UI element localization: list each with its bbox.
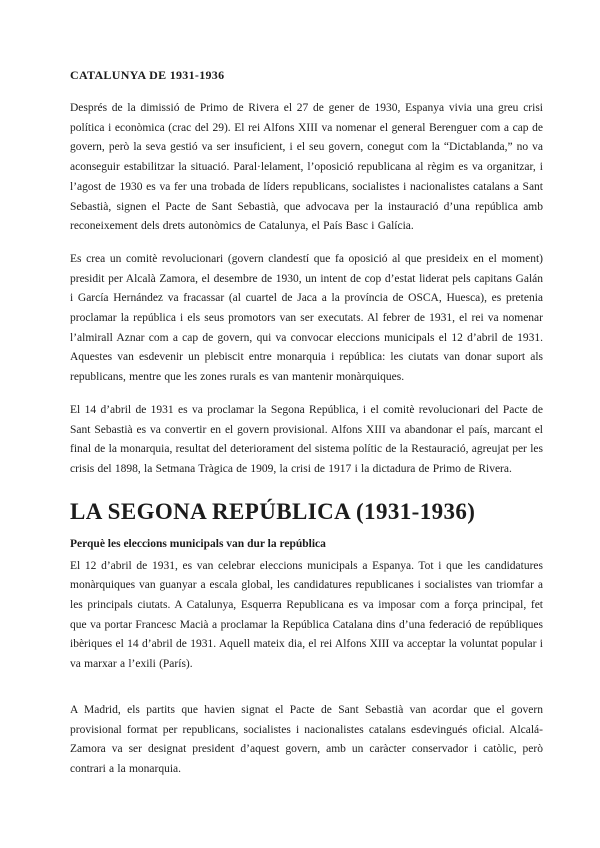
- intro-paragraph-3: El 14 d’abril de 1931 es va proclamar la Segona República, i el comitè revolucionari del Pacte de Sant Sebastià es va convertir en el govern provisional. Alfons XIII va abandonar el país, marcant el final de la monarquia, resultat del deteriorament del sistema polític de la Restauració, agreujat per les crisis del 1898, la Setmana Tràgica de 1909, la crisi de 1917 i la dictadura de Primo de Rivera.: [70, 403, 543, 475]
- section-paragraph-1: El 12 d’abril de 1931, es van celebrar eleccions municipals a Espanya. Tot i que les candidatures monàrquiques van guanyar a escala global, les candidatures republicanes i socialistes van triomfar a les principals ciutats. A Catalunya, Esquerra Republicana es va imposar com a força principal, fet que va portar Francesc Macià a proclamar la República Catalana dins d’una federació de repúbliques ibèriques el 14 d’abril de 1931. Aquell mateix dia, el rei Alfons XIII va acceptar la voluntat popular i va marxar a l’exili (París).: [70, 559, 543, 671]
- document-kicker-heading: CATALUNYA DE 1931-1936: [70, 68, 225, 82]
- intro-paragraph-1: Després de la dimissió de Primo de Rivera el 27 de gener de 1930, Espanya vivia una greu crisi política i econòmica (crac del 29). El rei Alfons XIII va nomenar el general Berenguer com a cap de govern, però la seva gestió va ser insuficient, i el seu govern, conegut com la “Dictablanda,” no va aconseguir estabilitzar la situació. Paral·lelament, l’oposició republicana al règim es va organitzar, i l’agost de 1930 es va fer una trobada de líders republicans, socialistes i nacionalistes catalans a Sant Sebastià, signen el Pacte de Sant Sebastià, que advocava per la instauració d’una república amb reconeixement dels drets autonòmics de Catalunya, el País Basc i Galícia.: [70, 102, 543, 233]
- section-paragraph-2: A Madrid, els partits que havien signat el Pacte de Sant Sebastià van acordar que el govern provisional format per republicans, socialistes i nacionalistes catalans esdevingués oficial. Alcalá-Zamora va ser designat president d’aquest govern, amb un caràcter conservador i catòlic, però contrari a la monarquia.: [70, 703, 543, 775]
- section-title: LA SEGONA REPÚBLICA (1931-1936): [70, 498, 476, 524]
- intro-paragraph-2: Es crea un comitè revolucionari (govern clandestí que fa oposició al que presideix en el moment) presidit per Alcalà Zamora, el desembre de 1930, un intent de cop d’estat liderat pels capitans Galán i García Hernández va fracassar (al cuartel de Jaca a la província de OSCA, Huesca), es pretenia proclamar la república i els seus promotors van ser executats. Al febrer de 1931, el rei va nomenar l’almirall Aznar com a cap de govern, qui va convocar eleccions municipals el 12 d’abril de 1931. Aquestes van esdevenir un plebiscit entre monarquia i república: les ciutats van donar suport als republicans, mentre que les zones rurals es van mantenir monàrquiques.: [70, 252, 543, 384]
- section-subheading: Perquè les eleccions municipals van dur la república: [70, 537, 326, 550]
